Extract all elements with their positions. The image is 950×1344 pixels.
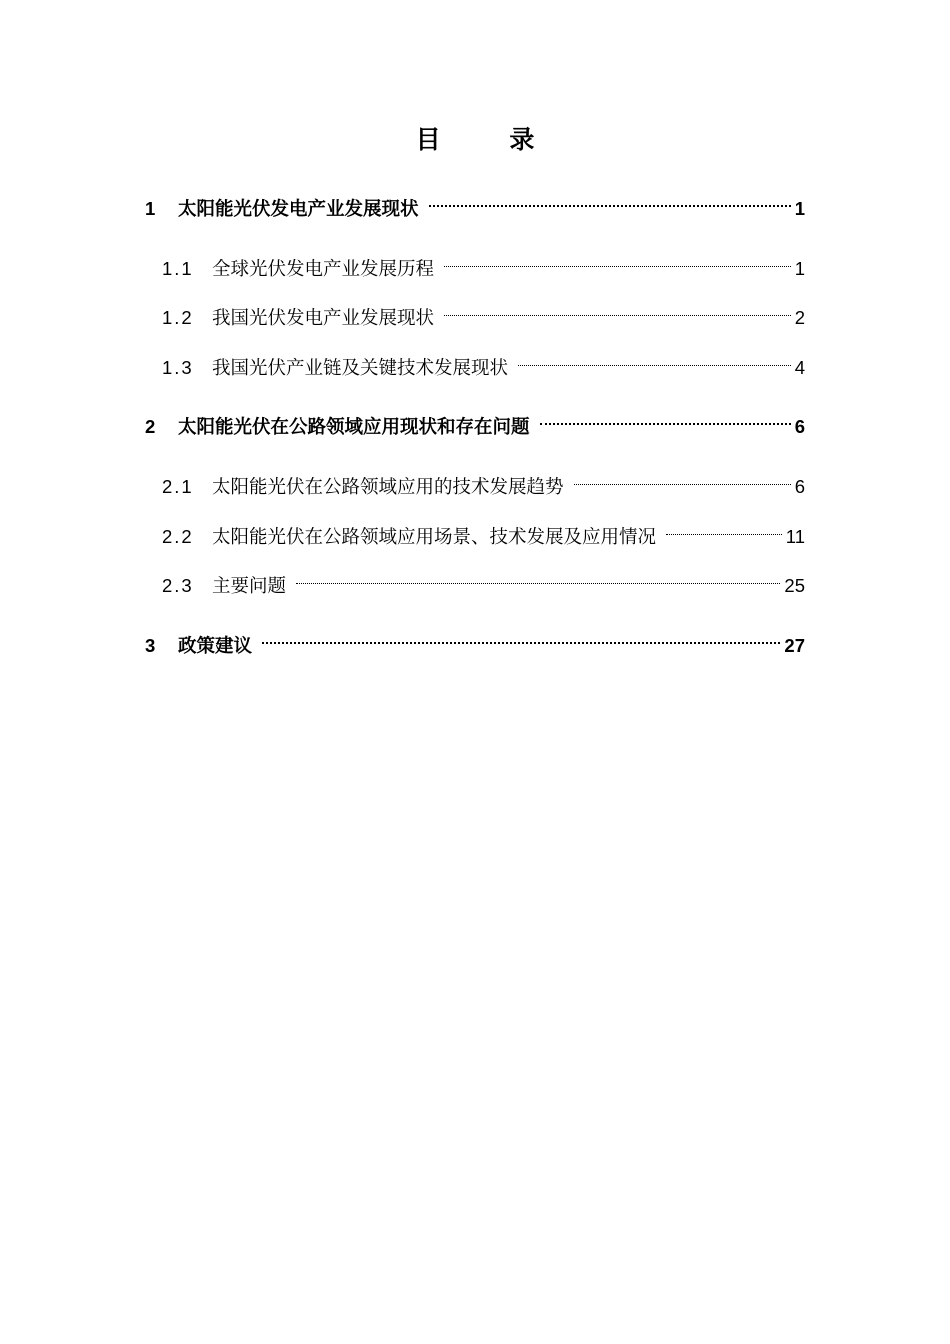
toc-title: 目 录 xyxy=(415,125,565,154)
toc-entry-page: 25 xyxy=(784,575,805,596)
toc-entry-number: 1.1 xyxy=(162,258,194,279)
toc-entry-title: 我国光伏产业链及关键技术发展现状 xyxy=(212,358,509,379)
toc-entry-number: 3 xyxy=(145,635,156,656)
toc-entry-page: 1 xyxy=(794,258,805,279)
toc-entry-number: 1.3 xyxy=(162,357,194,378)
toc-entry-page: 1 xyxy=(794,198,805,219)
toc-entry-number: 1 xyxy=(145,198,156,219)
toc-entry-number: 1.2 xyxy=(162,307,194,328)
toc-entry-1-3[interactable] xyxy=(162,344,805,379)
toc-entry-2-2[interactable] xyxy=(162,513,805,548)
toc-entry-number: 2.1 xyxy=(162,476,194,497)
toc-entry-number: 2 xyxy=(145,416,156,437)
toc-leader-dots xyxy=(262,622,780,652)
toc-entry-2[interactable] xyxy=(145,403,805,438)
toc-entry-2-3[interactable] xyxy=(162,562,805,597)
toc-entry-number: 2.3 xyxy=(162,575,194,596)
toc-entry-title: 我国光伏发电产业发展现状 xyxy=(212,308,435,329)
toc-entry-page: 6 xyxy=(794,416,805,437)
toc-leader-dots xyxy=(444,294,791,324)
toc-entry-title: 太阳能光伏在公路领域应用的技术发展趋势 xyxy=(212,477,564,498)
toc-entry-title: 全球光伏发电产业发展历程 xyxy=(212,259,435,280)
toc-leader-dots xyxy=(296,562,780,592)
toc-entry-1[interactable] xyxy=(145,185,805,220)
toc-leader-dots xyxy=(540,403,791,433)
toc-entry-page: 27 xyxy=(784,635,805,656)
toc-entry-1-1[interactable] xyxy=(162,245,805,280)
toc-entry-1-2[interactable] xyxy=(162,294,805,329)
toc-entry-3[interactable] xyxy=(145,622,805,657)
toc-leader-dots xyxy=(429,185,791,215)
toc-entry-title: 太阳能光伏在公路领域应用场景、技术发展及应用情况 xyxy=(212,527,657,548)
toc-entry-page: 2 xyxy=(794,307,805,328)
toc-entry-title: 太阳能光伏发电产业发展现状 xyxy=(178,199,419,220)
toc-entry-page: 6 xyxy=(794,476,805,497)
toc-leader-dots xyxy=(518,344,791,374)
toc-entry-title: 政策建议 xyxy=(178,636,253,657)
toc-entry-title: 太阳能光伏在公路领域应用现状和存在问题 xyxy=(178,417,530,438)
toc-leader-dots xyxy=(574,463,791,493)
toc-entry-2-1[interactable] xyxy=(162,463,805,498)
toc-entry-page: 11 xyxy=(785,526,805,547)
toc-entry-number: 2.2 xyxy=(162,526,194,547)
toc-entry-page: 4 xyxy=(794,357,805,378)
toc-leader-dots xyxy=(666,513,782,543)
toc-entry-title: 主要问题 xyxy=(212,576,287,597)
toc-leader-dots xyxy=(444,245,791,275)
